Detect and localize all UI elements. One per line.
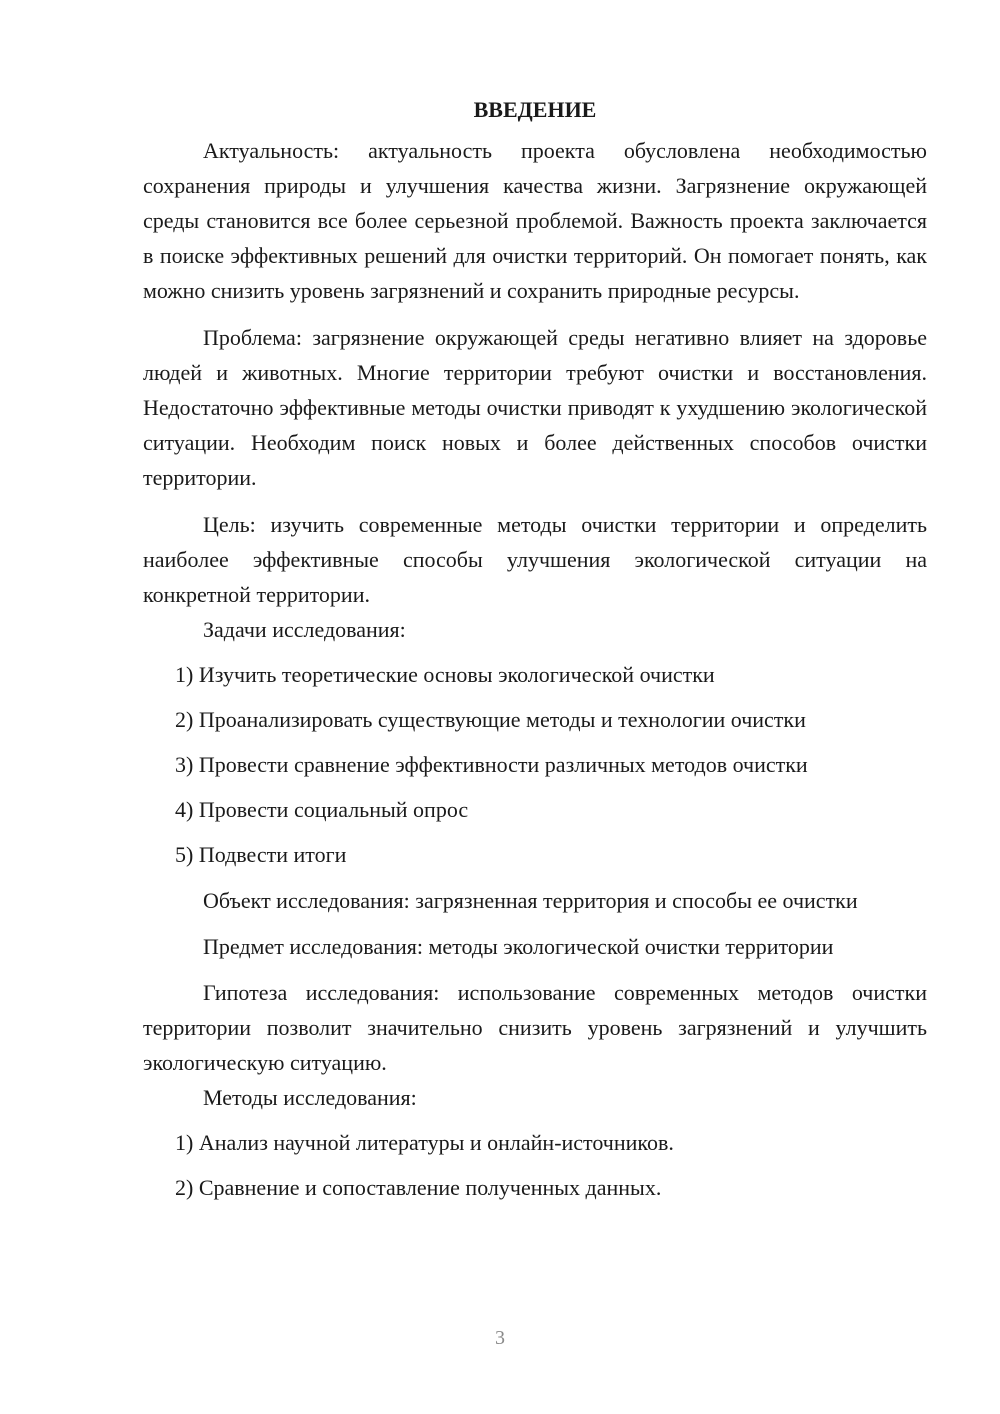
- paragraph-relevance: Актуальность: актуальность проекта обусловлена необходимостью сохранения природы и улучшения качества жизни. Загрязнение окружающей среды становится все более серьезной проблемой. Важность проекта заключается в поиске эффективных решений для очистки территорий. Он помогает понять, как можно снизить уровень загрязнений и сохранить природные ресурсы.: [143, 138, 927, 303]
- page-number: 3: [495, 1327, 505, 1349]
- list-item: 2) Проанализировать существующие методы и технологии очистки: [175, 707, 806, 732]
- methods-list: [143, 1125, 927, 1205]
- list-item: 3) Провести сравнение эффективности различных методов очистки: [175, 752, 808, 777]
- document-page: [143, 92, 927, 1205]
- paragraph-object: Объект исследования: загрязненная территория и способы ее очистки: [203, 888, 858, 913]
- section-heading: ВВЕДЕНИЕ: [473, 97, 597, 122]
- tasks-title: Задачи исследования:: [203, 617, 406, 642]
- list-item: 5) Подвести итоги: [175, 842, 347, 867]
- paragraph-hypothesis: Гипотеза исследования: использование современных методов очистки территории позволит значительно снизить уровень загрязнений и улучшить экологическую ситуацию.: [143, 980, 927, 1075]
- paragraph-subject: Предмет исследования: методы экологической очистки территории: [203, 934, 834, 959]
- methods-title: Методы исследования:: [203, 1085, 417, 1110]
- list-item: 2) Сравнение и сопоставление полученных данных.: [175, 1175, 662, 1200]
- paragraph-goal: Цель: изучить современные методы очистки территории и определить наиболее эффективные способы улучшения экологической ситуации на конкретной территории.: [143, 512, 927, 607]
- list-item: 1) Анализ научной литературы и онлайн-источников.: [175, 1130, 674, 1155]
- tasks-list: [143, 657, 927, 872]
- list-item: 1) Изучить теоретические основы экологической очистки: [175, 662, 715, 687]
- list-item: 4) Провести социальный опрос: [175, 797, 469, 822]
- paragraph-problem: Проблема: загрязнение окружающей среды негативно влияет на здоровье людей и животных. Многие территории требуют очистки и восстановления. Недостаточно эффективные методы очистки приводят к ухудшению экологической ситуации. Необходим поиск новых и более действенных способов очистки территории.: [143, 325, 927, 490]
